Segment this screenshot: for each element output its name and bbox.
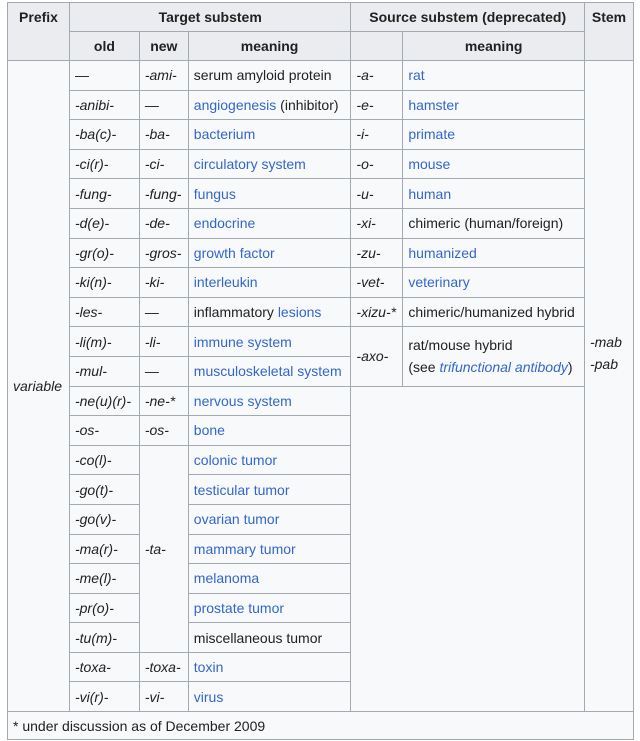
target-meaning xyxy=(188,208,351,238)
source-substem: -axo- xyxy=(351,327,403,386)
monoclonal-antibody-nomenclature-table xyxy=(7,2,634,740)
meaning-text: (see xyxy=(408,359,440,376)
source-substem: -vet- xyxy=(351,268,403,298)
old-substem: -mul- xyxy=(69,356,139,386)
meaning-text: chimeric xyxy=(408,215,461,232)
stem-cell xyxy=(584,61,633,712)
wiki-link[interactable]: rat xyxy=(408,67,425,84)
table-row xyxy=(8,238,634,268)
wiki-link[interactable]: mammary tumor xyxy=(193,540,296,557)
table-row xyxy=(8,179,634,209)
old-substem: -ba(c)- xyxy=(69,120,139,150)
target-meaning xyxy=(188,652,351,682)
old-substem: -os- xyxy=(69,416,139,446)
new-substem: -ki- xyxy=(139,268,188,298)
target-meaning xyxy=(188,90,351,120)
meaning-text: miscellaneous tumor xyxy=(193,629,323,646)
wiki-link[interactable]: growth factor xyxy=(193,244,275,261)
old-substem: — xyxy=(69,61,139,91)
new-substem: — xyxy=(139,90,188,120)
old-substem: -ki(n)- xyxy=(69,268,139,298)
target-meaning xyxy=(188,268,351,298)
header-new: new xyxy=(139,32,188,61)
new-substem: -ami- xyxy=(139,61,188,91)
source-substem: -zu- xyxy=(351,238,403,268)
wiki-link[interactable]: interleukin xyxy=(193,274,258,291)
source-meaning xyxy=(403,90,585,120)
header-source-substem: Source substem (deprecated) xyxy=(351,3,585,32)
new-substem: -ne-* xyxy=(139,386,188,416)
meaning-text: rat/mouse hybrid xyxy=(408,337,513,354)
source-meaning xyxy=(403,61,585,91)
new-substem: -li- xyxy=(139,327,188,357)
header-old: old xyxy=(69,32,139,61)
meaning-text: (inhibitor) xyxy=(276,96,339,113)
old-substem: -li(m)- xyxy=(69,327,139,357)
wiki-link[interactable]: bone xyxy=(193,422,225,439)
target-meaning xyxy=(188,120,351,150)
table-row xyxy=(8,120,634,150)
new-substem: -de- xyxy=(139,208,188,238)
old-substem: -ne(u)(r)- xyxy=(69,386,139,416)
source-meaning xyxy=(403,268,585,298)
stem-value: -mab xyxy=(589,334,622,350)
source-meaning xyxy=(403,327,585,386)
old-substem: -fung- xyxy=(69,179,139,209)
source-substem: -o- xyxy=(351,149,403,179)
new-substem: -os- xyxy=(139,416,188,446)
wiki-link[interactable]: veterinary xyxy=(408,274,470,291)
source-substem: -e- xyxy=(351,90,403,120)
new-substem: -ci- xyxy=(139,149,188,179)
target-meaning xyxy=(188,149,351,179)
source-substem: -u- xyxy=(351,179,403,209)
wiki-link[interactable]: melanoma xyxy=(193,570,260,587)
target-meaning xyxy=(188,504,351,534)
source-substem: -xi- xyxy=(351,208,403,238)
old-substem: -ci(r)- xyxy=(69,149,139,179)
wiki-link[interactable]: primate xyxy=(408,126,455,143)
new-substem: -gros- xyxy=(139,238,188,268)
wiki-link[interactable]: nervous system xyxy=(193,392,292,409)
target-meaning xyxy=(188,61,351,91)
target-meaning xyxy=(188,623,351,653)
stem-value: -pab xyxy=(589,356,619,372)
wiki-link[interactable]: prostate tumor xyxy=(193,599,285,616)
source-substem: -i- xyxy=(351,120,403,150)
old-substem: -me(l)- xyxy=(69,564,139,594)
table-row xyxy=(8,268,634,298)
trifunctional-antibody-link[interactable]: trifunctional antibody xyxy=(439,359,568,376)
old-substem: -gr(o)- xyxy=(69,238,139,268)
old-substem: -ma(r)- xyxy=(69,534,139,564)
source-meaning xyxy=(403,179,585,209)
old-substem: -pr(o)- xyxy=(69,593,139,623)
target-meaning xyxy=(188,416,351,446)
target-meaning xyxy=(188,179,351,209)
target-meaning xyxy=(188,386,351,416)
new-substem: — xyxy=(139,356,188,386)
meaning-text: chimeric/humanized hybrid xyxy=(408,304,575,321)
meaning-line2 xyxy=(408,356,579,378)
wiki-link[interactable]: ovarian tumor xyxy=(193,511,280,528)
header-stem: Stem xyxy=(584,3,633,61)
wiki-link[interactable]: virus xyxy=(193,688,224,705)
header-source-meaning: meaning xyxy=(403,32,585,61)
new-substem: -ta- xyxy=(139,445,188,652)
table-row xyxy=(8,149,634,179)
target-meaning xyxy=(188,238,351,268)
new-substem: -toxa- xyxy=(139,652,188,682)
old-substem: -toxa- xyxy=(69,652,139,682)
target-meaning xyxy=(188,475,351,505)
wiki-link[interactable]: fungus xyxy=(193,185,236,202)
source-meaning xyxy=(403,208,585,238)
new-substem: -ba- xyxy=(139,120,188,150)
wiki-link[interactable]: lesions xyxy=(277,304,322,321)
target-meaning xyxy=(188,297,351,327)
wiki-link[interactable]: angiogenesis xyxy=(193,96,277,113)
wiki-link[interactable]: humanized xyxy=(408,244,477,261)
source-substem: -xizu-* xyxy=(351,297,403,327)
wiki-link[interactable]: human xyxy=(408,185,452,202)
source-substem: -a- xyxy=(351,61,403,91)
meaning-text: serum amyloid protein xyxy=(193,67,332,84)
wiki-link[interactable]: hamster xyxy=(408,96,459,113)
meaning-text: ) xyxy=(567,359,573,376)
target-meaning xyxy=(188,327,351,357)
wiki-link[interactable]: endocrine xyxy=(193,215,256,232)
wiki-link[interactable]: immune system xyxy=(193,333,292,350)
new-substem: -vi- xyxy=(139,682,188,712)
wiki-link[interactable]: testicular tumor xyxy=(193,481,290,498)
target-meaning xyxy=(188,356,351,386)
wiki-link[interactable]: musculoskeletal system xyxy=(193,363,342,380)
wiki-link[interactable]: toxin xyxy=(193,659,224,676)
target-meaning xyxy=(188,534,351,564)
new-substem: -fung- xyxy=(139,179,188,209)
old-substem: -d(e)- xyxy=(69,208,139,238)
wiki-link[interactable]: mouse xyxy=(408,156,451,173)
header-source-blank xyxy=(351,32,403,61)
table-row xyxy=(8,386,634,416)
target-meaning xyxy=(188,682,351,712)
source-meaning xyxy=(403,149,585,179)
meaning-text: (human/foreign) xyxy=(460,215,564,232)
target-meaning xyxy=(188,445,351,475)
meaning-text: inflammatory xyxy=(193,304,278,321)
old-substem: -anibi- xyxy=(69,90,139,120)
table-row xyxy=(8,327,634,357)
table-row xyxy=(8,297,634,327)
table-row xyxy=(8,61,634,91)
header-target-substem: Target substem xyxy=(69,3,350,32)
old-substem: -tu(m)- xyxy=(69,623,139,653)
wiki-link[interactable]: circulatory system xyxy=(193,156,306,173)
wiki-link[interactable]: colonic tumor xyxy=(193,452,278,469)
wiki-link[interactable]: bacterium xyxy=(193,126,256,143)
table-row xyxy=(8,208,634,238)
header-prefix: Prefix xyxy=(8,3,70,61)
target-meaning xyxy=(188,564,351,594)
old-substem: -go(t)- xyxy=(69,475,139,505)
prefix-cell: variable xyxy=(8,61,70,712)
source-meaning xyxy=(403,120,585,150)
source-empty-cell xyxy=(351,386,585,712)
old-substem: -go(v)- xyxy=(69,504,139,534)
old-substem: -les- xyxy=(69,297,139,327)
source-meaning xyxy=(403,238,585,268)
footnote: * under discussion as of December 2009 xyxy=(8,712,634,740)
old-substem: -co(l)- xyxy=(69,445,139,475)
new-substem: — xyxy=(139,297,188,327)
table-row xyxy=(8,90,634,120)
target-meaning xyxy=(188,593,351,623)
source-meaning xyxy=(403,297,585,327)
header-meaning: meaning xyxy=(188,32,351,61)
old-substem: -vi(r)- xyxy=(69,682,139,712)
